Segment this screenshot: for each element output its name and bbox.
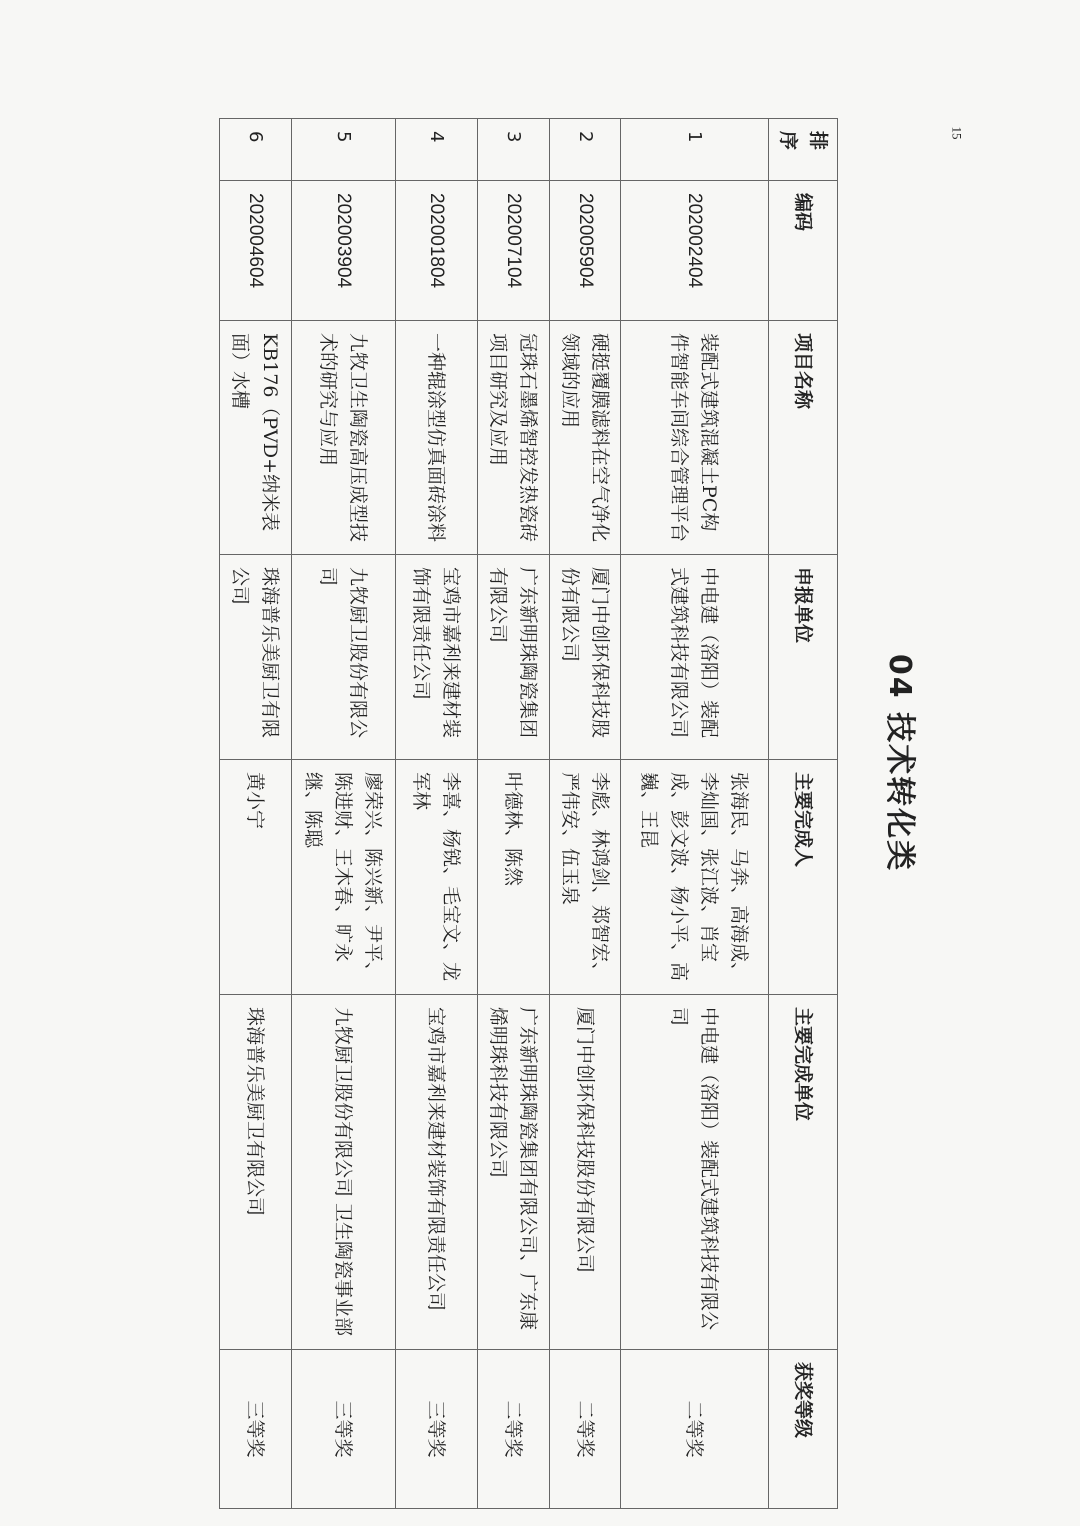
cell-level: 二等奖 [550, 1350, 621, 1509]
cell-project: 硬挺覆膜滤料在空气净化领域的应用 [550, 321, 621, 555]
cell-units: 厦门中创环保科技股份有限公司 [550, 995, 621, 1350]
cell-level: 三等奖 [292, 1350, 396, 1509]
table-row [621, 119, 769, 1509]
header-row [769, 119, 838, 1509]
cell-units: 九牧厨卫股份有限公司 卫生陶瓷事业部 [292, 995, 396, 1350]
table-row [550, 119, 621, 1509]
cell-rank: 2 [550, 119, 621, 181]
table-row [292, 119, 396, 1509]
cell-rank: 4 [396, 119, 478, 181]
header-rank: 排序 [769, 119, 838, 181]
cell-project: KB176（PVD+纳米表面）水槽 [220, 321, 292, 555]
cell-persons: 张海民、马奔、高海成、李灿国、张江波、肖宝成、彭文波、杨小平、高巍、王昆 [621, 760, 769, 995]
header-level: 获奖等级 [769, 1350, 838, 1509]
cell-rank: 3 [478, 119, 550, 181]
cell-code: 202002404 [621, 181, 769, 321]
cell-units: 珠海普乐美厨卫有限公司 [220, 995, 292, 1350]
cell-units: 广东新明珠陶瓷集团有限公司、广东康烯明珠科技有限公司 [478, 995, 550, 1350]
cell-code: 202003904 [292, 181, 396, 321]
cell-code: 202004604 [220, 181, 292, 321]
cell-project: 装配式建筑混凝土PC构件智能车间综合管理平台 [621, 321, 769, 555]
cell-rank: 1 [621, 119, 769, 181]
page-number: 15 [949, 126, 965, 140]
cell-persons: 廖荣兴、陈兴新、尹平、陈进财、王木春、旷永继、陈聪 [292, 760, 396, 995]
cell-applicant: 广东新明珠陶瓷集团有限公司 [478, 555, 550, 760]
cell-applicant: 中电建（洛阳）装配式建筑科技有限公司 [621, 555, 769, 760]
cell-applicant: 珠海普乐美厨卫有限公司 [220, 555, 292, 760]
cell-level: 三等奖 [396, 1350, 478, 1509]
cell-applicant: 九牧厨卫股份有限公司 [292, 555, 396, 760]
cell-rank: 6 [220, 119, 292, 181]
cell-level: 二等奖 [478, 1350, 550, 1509]
cell-applicant: 厦门中创环保科技股份有限公司 [550, 555, 621, 760]
cell-rank: 5 [292, 119, 396, 181]
header-project: 项目名称 [769, 321, 838, 555]
cell-units: 中电建（洛阳）装配式建筑科技有限公司 [621, 995, 769, 1350]
cell-persons: 李彪、林鸿剑、郑智宏、严伟安、伍玉泉 [550, 760, 621, 995]
cell-persons: 黄小宁 [220, 760, 292, 995]
cell-code: 202005904 [550, 181, 621, 321]
cell-persons: 叶德林、陈然 [478, 760, 550, 995]
cell-level: 三等奖 [220, 1350, 292, 1509]
cell-project: 九牧卫生陶瓷高压成型技术的研究与应用 [292, 321, 396, 555]
cell-applicant: 宝鸡市嘉利来建材装饰有限责任公司 [396, 555, 478, 760]
cell-code: 202007104 [478, 181, 550, 321]
cell-persons: 李喜、杨锐、毛宝文、龙军林 [396, 760, 478, 995]
table-row [220, 119, 292, 1509]
header-applicant: 申报单位 [769, 555, 838, 760]
section-title: 04 技术转化类 [882, 653, 917, 873]
cell-code: 202001804 [396, 181, 478, 321]
header-code: 编码 [769, 181, 838, 321]
table-row [478, 119, 550, 1509]
table-row [396, 119, 478, 1509]
cell-project: 冠珠石墨烯智控发热瓷砖项目研究及应用 [478, 321, 550, 555]
cell-units: 宝鸡市嘉利来建材装饰有限责任公司 [396, 995, 478, 1350]
header-persons: 主要完成人 [769, 760, 838, 995]
header-units: 主要完成单位 [769, 995, 838, 1350]
cell-level: 二等奖 [621, 1350, 769, 1509]
awards-table [219, 118, 838, 1509]
cell-project: 一种辊涂型仿真面砖涂料 [396, 321, 478, 555]
